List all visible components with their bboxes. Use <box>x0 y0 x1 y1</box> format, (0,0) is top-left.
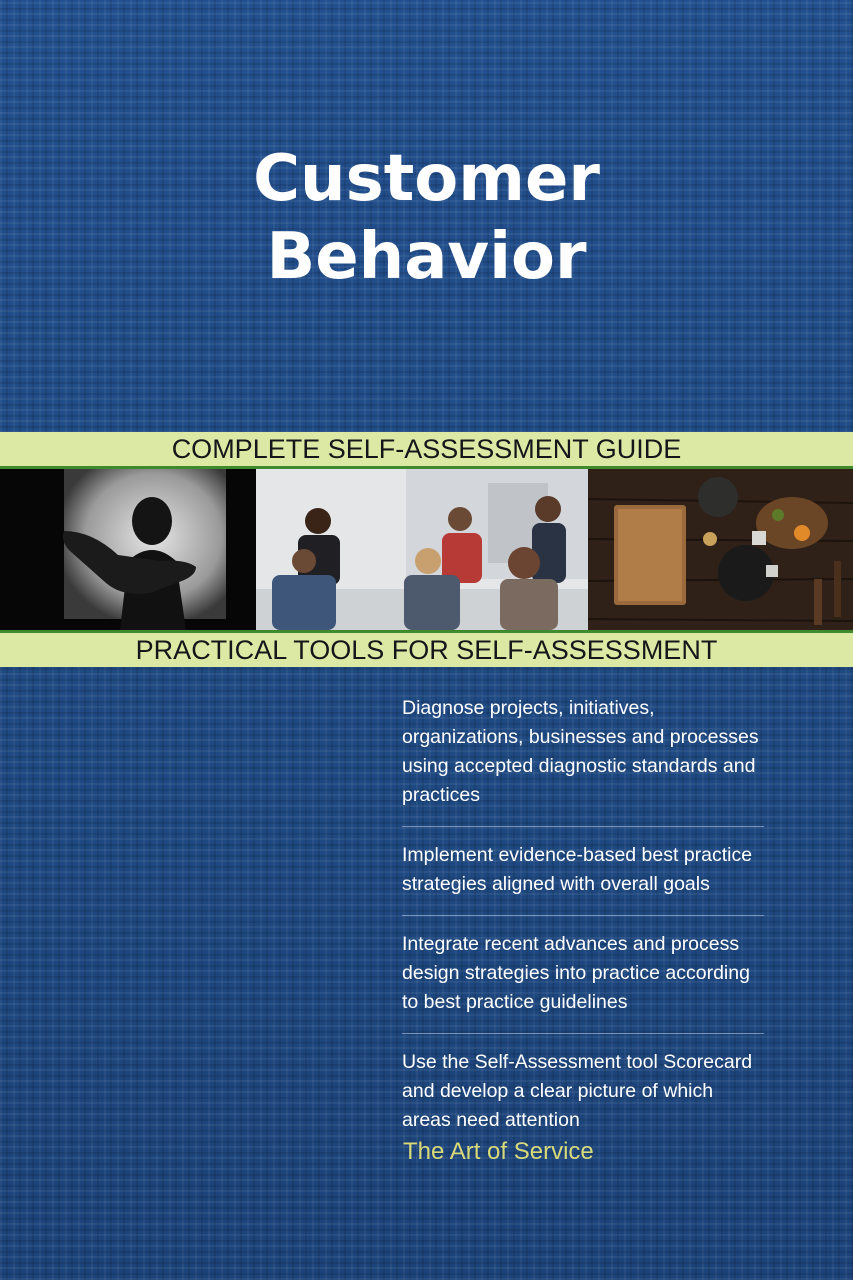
photo-kitchen-table <box>588 469 853 630</box>
feature-item: Use the Self-Assessment tool Scorecard and develop a clear picture of which areas need attention <box>402 1051 753 1131</box>
feature-list <box>402 694 764 1165</box>
feature-item: Diagnose projects, initiatives, organizations, businesses and processes using accepted diagnostic standards and practices <box>402 694 764 827</box>
title-line-1: Customer <box>253 142 600 216</box>
photo-hand-silhouette <box>0 469 256 630</box>
title-line-2: Behavior <box>266 220 587 294</box>
book-title <box>0 140 853 296</box>
tools-band: PRACTICAL TOOLS FOR SELF-ASSESSMENT <box>0 630 853 667</box>
feature-item: Integrate recent advances and process design strategies into practice according to best practice guidelines <box>402 930 764 1034</box>
photo-office-meeting <box>256 469 588 630</box>
guide-band: COMPLETE SELF-ASSESSMENT GUIDE <box>0 432 853 469</box>
photo-strip <box>0 469 853 630</box>
publisher-name: The Art of Service <box>403 1138 594 1165</box>
feature-item: Implement evidence-based best practice strategies aligned with overall goals <box>402 841 764 916</box>
